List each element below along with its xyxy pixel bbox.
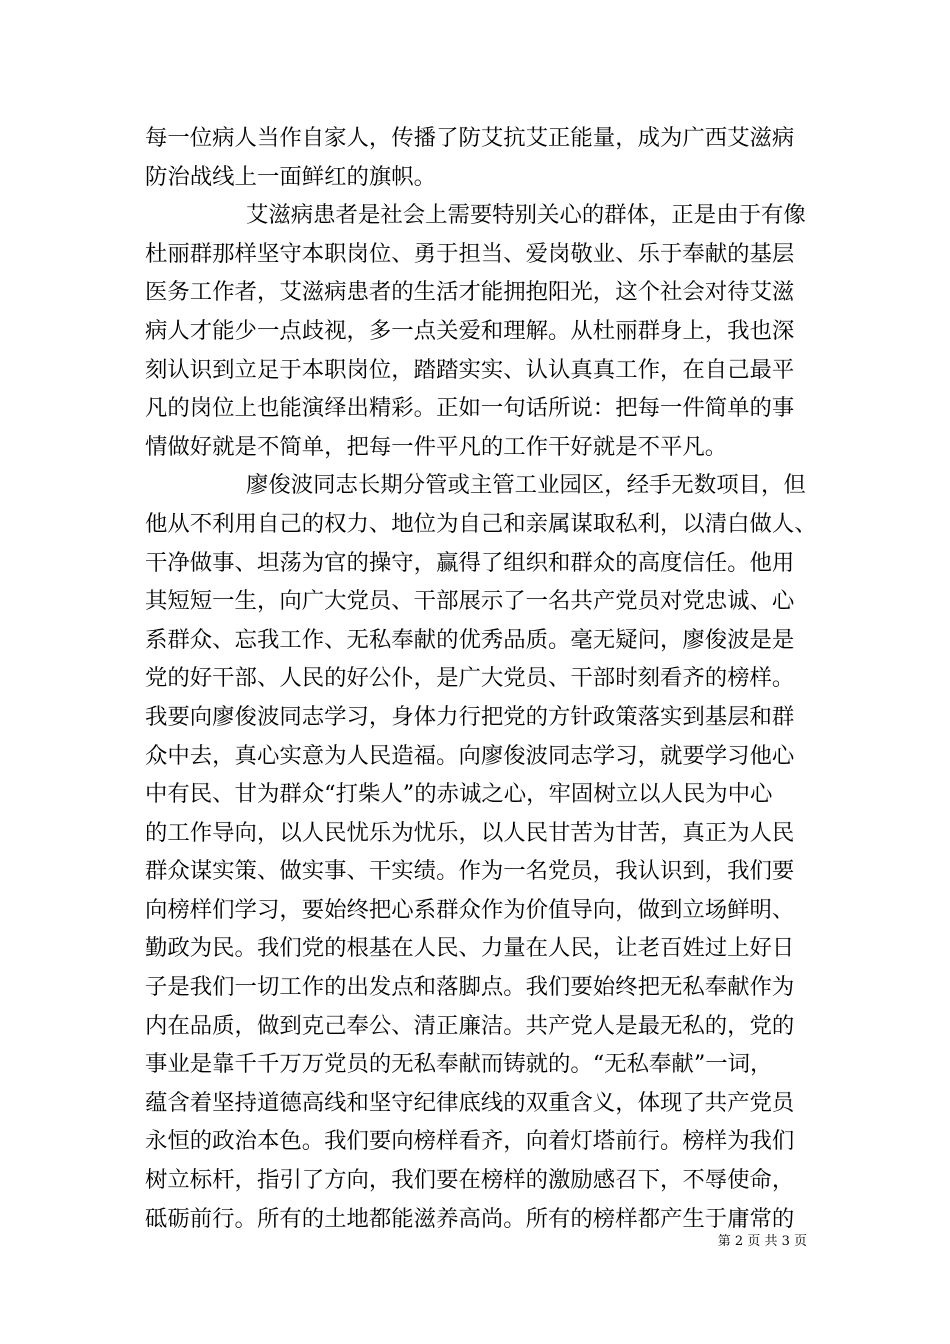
text-line: 事业是靠千千万万党员的无私奉献而铸就的。“无私奉献”一词， [145, 1051, 773, 1078]
text-line: 树立标杆，指引了方向，我们要在榜样的激励感召下，不辱使命， [145, 1167, 795, 1194]
text-line: 系群众、忘我工作、无私奉献的优秀品质。毫无疑问，廖俊波是是 [145, 626, 795, 653]
text-line: 的工作导向，以人民忧乐为忧乐，以人民甘苦为甘苦，真正为人民 [145, 819, 795, 846]
text-line: 杜丽群那样坚守本职岗位、勇于担当、爱岗敬业、乐于奉献的基层 [145, 240, 795, 267]
text-line: 内在品质，做到克己奉公、清正廉洁。共产党人是最无私的，党的 [145, 1012, 795, 1039]
text-line: 我要向廖俊波同志学习，身体力行把党的方针政策落实到基层和群 [145, 703, 795, 730]
text-line: 蕴含着坚持道德高线和坚守纪律底线的双重含义，体现了共产党员 [145, 1089, 795, 1116]
text-line: 病人才能少一点歧视，多一点关爱和理解。从杜丽群身上，我也深 [145, 317, 795, 344]
text-line: 中有民、甘为群众“打柴人”的赤诚之心，牢固树立以人民为中心 [145, 781, 773, 808]
text-line: 刻认识到立足于本职岗位，踏踏实实、认认真真工作，在自己最平 [145, 356, 795, 383]
paragraph-start-line: 廖俊波同志长期分管或主管工业园区，经手无数项目，但 [246, 472, 806, 499]
text-line: 干净做事、坦荡为官的操守，赢得了组织和群众的高度信任。他用 [145, 549, 795, 576]
text-line: 党的好干部、人民的好公仆，是广大党员、干部时刻看齐的榜样。 [145, 665, 795, 692]
text-line: 子是我们一切工作的出发点和落脚点。我们要始终把无私奉献作为 [145, 974, 795, 1001]
text-line: 其短短一生，向广大党员、干部展示了一名共产党员对党忠诚、心 [145, 588, 795, 615]
text-line: 防治战线上一面鲜红的旗帜。 [145, 163, 437, 190]
text-line: 群众谋实策、做实事、干实绩。作为一名党员，我认识到，我们要 [145, 858, 795, 885]
text-line: 砥砺前行。所有的土地都能滋养高尚。所有的榜样都产生于庸常的 [145, 1205, 795, 1232]
text-line: 众中去，真心实意为人民造福。向廖俊波同志学习，就要学习他心 [145, 742, 795, 769]
text-line: 凡的岗位上也能演绎出精彩。正如一句话所说：把每一件简单的事 [145, 395, 795, 422]
text-line: 永恒的政治本色。我们要向榜样看齐，向着灯塔前行。榜样为我们 [145, 1128, 795, 1155]
document-body [145, 119, 817, 1238]
page-number-footer: 第 2 页 共 3 页 [717, 1234, 807, 1249]
text-line: 每一位病人当作自家人，传播了防艾抗艾正能量，成为广西艾滋病 [145, 125, 795, 151]
text-line: 向榜样们学习，要始终把心系群众作为价值导向，做到立场鲜明、 [145, 896, 795, 923]
text-line: 医务工作者，艾滋病患者的生活才能拥抱阳光，这个社会对待艾滋 [145, 279, 795, 306]
text-line: 他从不利用自己的权力、地位为自己和亲属谋取私利，以清白做人、 [145, 510, 817, 537]
paragraph-start-line: 艾滋病患者是社会上需要特别关心的群体，正是由于有像 [246, 202, 806, 229]
text-line: 情做好就是不简单，把每一件平凡的工作干好就是不平凡。 [145, 433, 728, 460]
text-line: 勤政为民。我们党的根基在人民、力量在人民，让老百姓过上好日 [145, 935, 795, 962]
